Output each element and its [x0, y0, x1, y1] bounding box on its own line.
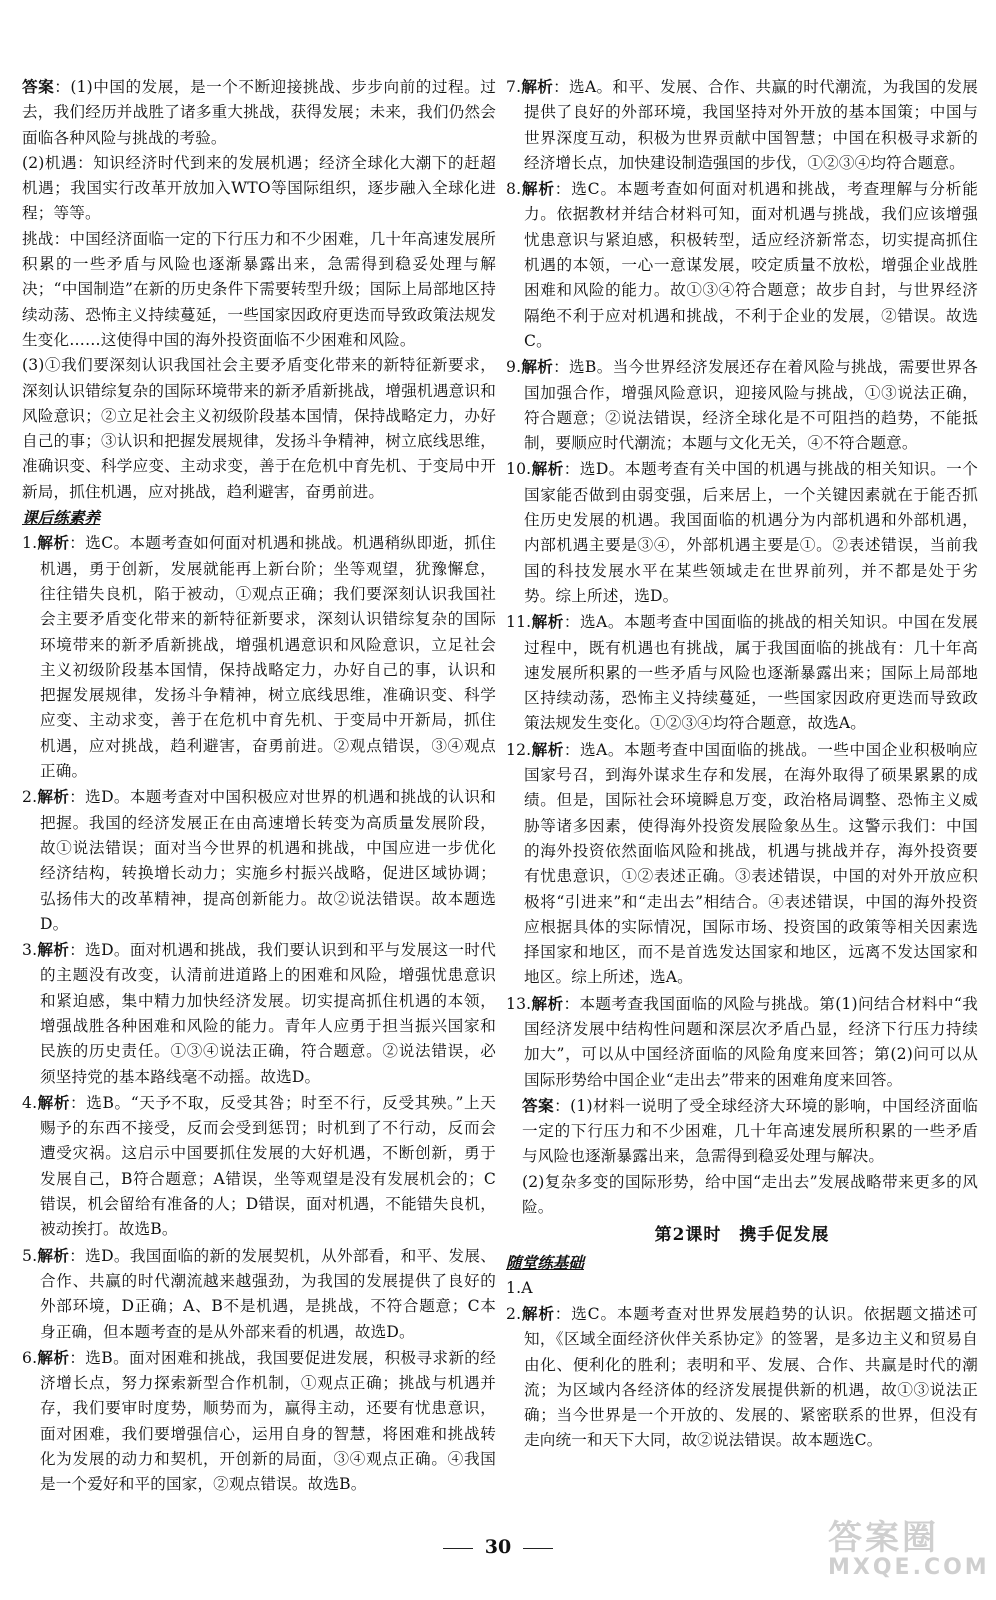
item-label: 解析: [521, 179, 555, 199]
lesson-title: 第2课时 携手促发展: [654, 1225, 830, 1246]
item-number: 9.: [506, 358, 522, 377]
answer-paragraph: [506, 1093, 978, 1170]
answer-item: [506, 737, 978, 991]
item-label: 解析: [521, 1303, 555, 1323]
item-text: ：选B。当今世界经济发展还存在着风险与挑战，需要世界各国加强合作，增强风险意识，迎接风险与挑战，①③说法正确，符合题意；②说法错误，经济全球化是不可阻挡的趋势，不能抵制，要顺应时代潮流；本题与文化无关，④不符合题意。: [524, 358, 978, 453]
watermark-url: MXQE.COM: [828, 1555, 990, 1580]
item-label: 解析: [37, 1347, 70, 1367]
item-text: ：(1)材料一说明了受全球经济大环境的影响，中国经济面临一定的下行压力和不少困难，几十年高速发展所积累的一些矛盾与风险也逐渐暴露出来，急需得到稳妥处理与解决。: [522, 1096, 978, 1166]
page-number: 30: [484, 1536, 512, 1558]
item-number: 1.: [506, 1278, 522, 1297]
item-number: 1.: [22, 534, 38, 553]
left-column: [22, 74, 496, 1498]
item-text: ：本题考查我国面临的风险与挑战。第(1)问结合材料中“我国经济发展中结构性问题和深层次矛盾凸显，经济下行压力持续加大”，可以从中国经济面临的风险角度来回答；第(2)问可以从国际形势给中国企业“走出去”带来的困难角度来回答。: [524, 994, 978, 1089]
item-number: 2.: [22, 788, 38, 807]
item-text: ：(1)中国的发展，是一个不断迎接挑战、步步向前的过程。过去，我们经历并战胜了诸多重大挑战，获得发展；未来，我们仍然会面临各种风险与挑战的考验。: [22, 78, 496, 147]
item-text: ：选D。面对机遇和挑战，我们要认识到和平与发展这一时代的主题没有改变，认清前进道路上的困难和风险，增强忧患意识和紧迫感，集中精力加快经济发展。切实提高抓住机遇的本领，增强战胜各种困难和风险的能力。青年人应勇于担当振兴国家和民族的历史责任。①③④说法正确，符合题意。②说法错误，必须坚持党的基本路线毫不动摇。故选D。: [40, 941, 496, 1086]
item-label: 解析: [521, 77, 554, 96]
item-label: 答案: [522, 1095, 555, 1115]
answer-item: [506, 1276, 978, 1301]
answer-item: [506, 456, 978, 609]
answer-item: [22, 530, 496, 784]
item-text: ：选C。本题考查对世界发展趋势的认识。依据题文描述可知，《区域全面经济伙伴关系协定》的签署，是多边主义和贸易自由化、便利化的胜利；表明和平、发展、合作、共赢是时代的潮流；为区域内各经济体的经济发展提供新的机遇，故①③说法正确；当今世界是一个开放的、发展的、紧密联系的世界，但没有走向统一和天下大同，故②说法错误。故本题选C。: [524, 1304, 978, 1450]
item-label: 解析: [37, 940, 70, 960]
item-number: 13.: [506, 994, 532, 1013]
item-text: ：选C。本题考查如何面对机遇和挑战，考查理解与分析能力。依据教材并结合材料可知，面对机遇与挑战，我们应该增强忧患意识与紧迫感，积极转型，适应经济新常态，切实提高抓住机遇的本领，一心一意谋发展，咬定质量不放松，增强企业战胜困难和风险的能力。故①③④符合题意；故步自封，与世界经济隔绝不利于应对机遇和挑战，不利于企业的发展，②错误。故选C。: [524, 180, 978, 350]
item-number: 10.: [506, 460, 532, 479]
item-label: 解析: [531, 459, 564, 479]
item-text: ：选C。本题考查如何面对机遇和挑战。机遇稍纵即逝，抓住机遇，勇于创新，发展就能再上新台阶；坐等观望，犹豫懈怠，往往错失良机，陷于被动，①观点正确；我们要深刻认识我国社会主要矛盾变化带来的新特征新要求，深刻认识错综复杂的国际环境带来的新矛盾新挑战，增强机遇意识和风险意识，立足社会主义初级阶段基本国情，保持战略定力，办好自己的事，认识和把握发展规律，发扬斗争精神，树立底线思维，准确识变、科学应变、主动求变，善于在危机中育先机、于变局中开新局，抓住机遇，应对挑战，趋利避害，奋勇前进。②观点错误，③④观点正确。: [40, 534, 496, 781]
item-number: 11.: [506, 613, 532, 632]
answer-item: [22, 937, 496, 1090]
item-label: 答案: [22, 77, 55, 96]
answer-item: [22, 784, 496, 937]
item-text: (2)复杂多变的国际形势，给中国“走出去”发展战略带来更多的风险。: [522, 1172, 978, 1217]
section-heading: 随堂练基础: [506, 1253, 584, 1273]
item-label: 解析: [521, 357, 554, 377]
answer-paragraph: [22, 227, 496, 353]
answer-item: [22, 1243, 496, 1345]
item-text: ：选D。我国面临的新的发展契机，从外部看，和平、发展、合作、共赢的时代潮流越来越强劲，为我国的发展提供了良好的外部环境，D正确；A、B不是机遇，是挑战，不符合题意；C本身正确，但本题考查的是从外部来看的机遇，故选D。: [40, 1246, 496, 1341]
answer-item: [22, 1090, 496, 1243]
answer-item: [506, 176, 978, 354]
item-text: ：选D。本题考查有关中国的机遇与挑战的相关知识。一个国家能否做到由弱变强，后来居上，一个关键因素就在于能否抓住历史发展的机遇。我国面临的机遇分为内部机遇和外部机遇，内部机遇主要是③④，外部机遇主要是①。②表述错误，当前我国的科技发展水平在某些领域走在世界前列，并不都是处于劣势。综上所述，选D。: [524, 460, 978, 605]
item-label: 解析: [37, 1092, 71, 1112]
item-number: 6.: [22, 1348, 38, 1367]
answer-item: [506, 609, 978, 736]
item-text: (3)①我们要深刻认识我国社会主要矛盾变化带来的新特征新要求，深刻认识错综复杂的国际环境带来的新矛盾新挑战，增强机遇意识和风险意识；②立足社会主义初级阶段基本国情，保持战略定力，办好自己的事；③认识和把握发展规律，发扬斗争精神，树立底线思维，准确识变、科学应变、主动求变，善于在危机中育先机、于变局中开新局，抓住机遇，应对挑战，趋利避害，奋勇前进。: [22, 356, 496, 501]
item-label: 解析: [37, 533, 70, 553]
item-number: 3.: [22, 941, 38, 960]
answer-item: [506, 354, 978, 456]
item-number: 8.: [506, 180, 522, 199]
answer-paragraph: [22, 74, 496, 151]
item-text: ：选B。面对困难和挑战，我国要促进发展，积极寻求新的经济增长点，努力探索新型合作机制，①观点正确；挑战与机遇并存，我们要审时度势，顺势而为，赢得主动，还要有忧患意识，面对困难，我们要增强信心，运用自身的智慧，将困难和挑战转化为发展的动力和契机，开创新的局面，③④观点正确。④我国是一个爱好和平的国家，②观点错误。故选B。: [40, 1348, 496, 1494]
answer-item: [506, 74, 978, 176]
item-label: 解析: [37, 787, 70, 807]
answer-paragraph: [506, 1170, 978, 1221]
watermark-logo: [828, 1518, 990, 1584]
item-text: A: [521, 1278, 533, 1297]
answer-paragraph: [22, 353, 496, 505]
footer-dash-right: [523, 1548, 553, 1549]
section-heading: 课后练素养: [22, 508, 100, 528]
answer-paragraph: [22, 151, 496, 227]
item-label: 解析: [531, 993, 564, 1013]
item-number: 2.: [506, 1304, 522, 1323]
item-text: ：选A。本题考查中国面临的挑战的相关知识。中国在发展过程中，既有机遇也有挑战，属于我国面临的挑战有：几十年高速发展所积累的一些矛盾与风险也逐渐暴露出来；国际上局部地区持续动荡，恐怖主义持续蔓延，一些国家因政府更迭而导致政策法规发生变化。①②③④均符合题意，故选A。: [524, 613, 978, 733]
right-column: [506, 74, 978, 1454]
item-text: ：选A。和平、发展、合作、共赢的时代潮流，为我国的发展提供了良好的外部环境，我国坚持对外开放的基本国策；中国与世界深度互动，积极为世界贡献中国智慧；中国在积极寻求新的经济增长点，加快建设制造强国的步伐，①②③④均符合题意。: [524, 78, 978, 172]
item-label: 解析: [531, 739, 564, 759]
item-label: 解析: [531, 612, 564, 632]
item-text: ：选A。本题考查中国面临的挑战。一些中国企业积极响应国家号召，到海外谋求生存和发展，在海外取得了硕果累累的成绩。但是，国际社会环境瞬息万变，政治格局调整、恐怖主义威胁等诸多因素，使得海外投资发展险象丛生。这警示我们：中国的海外投资依然面临风险和挑战，机遇与挑战并存，海外投资要有忧患意识，①②表述正确。③表述错误，中国的对外开放应积极将“引进来”和“走出去”相结合。④表述错误，中国的海外投资应根据具体的实际情况，国际市场、投资国的政策等相关因素选择国家和地区，而不是首选发达国家和地区，远离不发达国家和地区。综上所述，选A。: [524, 740, 978, 987]
footer-dash-left: [443, 1548, 473, 1549]
item-number: 4.: [22, 1093, 38, 1112]
answer-item: [506, 1301, 978, 1454]
item-text: 挑战：中国经济面临一定的下行压力和不少困难，几十年高速发展所积累的一些矛盾与风险也逐渐暴露出来，急需得到稳妥处理与解决；“中国制造”在新的历史条件下需要转型升级；国际上局部地区持续动荡、恐怖主义持续蔓延，一些国家因政府更迭而导致政策法规发生变化……这使得中国的海外投资面临不少困难和风险。: [22, 229, 496, 349]
answer-item: [506, 991, 978, 1093]
item-number: 7.: [506, 78, 522, 96]
item-text: ：选B。“天予不取，反受其咎；时至不行，反受其殃。”上天赐予的东西不接受，反而会受到惩罚；时机到了不行动，反而会遭受灾祸。这启示中国要抓住发展的大好机遇，不断创新，勇于发展自己，B符合题意；A错误，坐等观望是没有发展机会的；C错误，机会留给有准备的人；D错误，面对机遇，不能错失良机，被动挨打。故选B。: [40, 1093, 496, 1239]
watermark-title: 答案圈: [828, 1518, 939, 1558]
answer-item: [22, 1345, 496, 1498]
item-number: 5.: [22, 1246, 38, 1265]
item-label: 解析: [37, 1245, 70, 1265]
item-number: 12.: [506, 740, 532, 759]
item-text: (2)机遇：知识经济时代到来的发展机遇；经济全球化大潮下的赶超机遇；我国实行改革开放加入WTO等国际组织，逐步融入全球化进程；等等。: [22, 153, 496, 223]
item-text: ：选D。本题考查对中国积极应对世界的机遇和挑战的认识和把握。我国的经济发展正在由高速增长转变为高质量发展阶段，故①说法错误；面对当今世界的机遇和挑战，中国应进一步优化经济结构，转换增长动力；实施乡村振兴战略，促进区域协调；弘扬伟大的改革精神，提高创新能力。故②说法错误。故本题选D。: [40, 788, 496, 933]
